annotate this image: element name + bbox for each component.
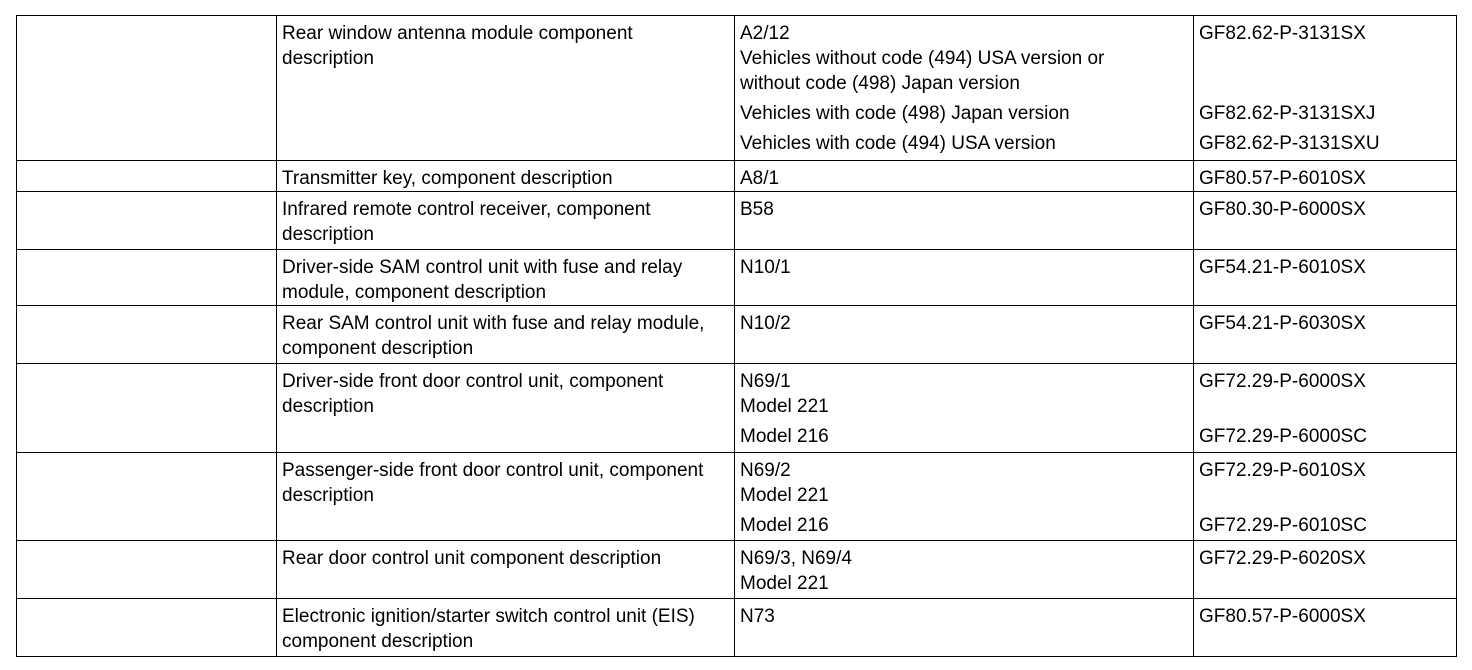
component-code: N10/2 xyxy=(740,313,791,334)
document-number: GF54.21-P-6010SX xyxy=(1199,257,1366,278)
document-cell xyxy=(1194,16,1457,161)
component-cell xyxy=(735,250,1194,306)
blank-cell xyxy=(17,192,277,250)
blank-cell xyxy=(17,250,277,306)
component-code: N69/3, N69/4 xyxy=(740,548,852,569)
table-row xyxy=(17,16,1457,161)
document-cell xyxy=(1194,599,1457,657)
document-number: GF80.57-P-6010SX xyxy=(1199,168,1366,189)
component-code: A2/12 xyxy=(740,23,790,44)
component-note: Model 221 xyxy=(740,485,829,506)
component-code: N69/1 xyxy=(740,371,791,392)
component-cell xyxy=(735,161,1194,192)
component-cell xyxy=(735,16,1194,161)
blank-cell xyxy=(17,16,277,161)
blank-cell xyxy=(17,541,277,599)
document-cell xyxy=(1194,161,1457,192)
blank-cell xyxy=(17,599,277,657)
blank-cell xyxy=(17,161,277,192)
description-cell: Rear SAM control unit with fuse and relay module, component description xyxy=(277,306,735,364)
table-row xyxy=(17,250,1457,306)
component-cell xyxy=(735,599,1194,657)
document-number: GF72.29-P-6000SC xyxy=(1199,426,1367,447)
description-cell: Electronic ignition/starter switch control unit (EIS) component description xyxy=(277,599,735,657)
document-number: GF72.29-P-6020SX xyxy=(1199,548,1366,569)
document-cell xyxy=(1194,453,1457,541)
component-code: N73 xyxy=(740,606,775,627)
table-row xyxy=(17,161,1457,192)
document-number: GF82.62-P-3131SX xyxy=(1199,23,1366,44)
document-cell xyxy=(1194,250,1457,306)
document-cell xyxy=(1194,306,1457,364)
component-code: N10/1 xyxy=(740,257,791,278)
component-note: Model 221 xyxy=(740,396,829,417)
description-cell: Rear window antenna module component description xyxy=(277,16,735,161)
document-number: GF82.62-P-3131SXJ xyxy=(1199,103,1376,124)
document-cell xyxy=(1194,541,1457,599)
table-row xyxy=(17,541,1457,599)
component-code: B58 xyxy=(740,199,774,220)
component-note: Model 216 xyxy=(740,426,829,447)
table-row xyxy=(17,364,1457,453)
document-number: GF54.21-P-6030SX xyxy=(1199,313,1366,334)
document-number: GF80.57-P-6000SX xyxy=(1199,606,1366,627)
description-cell: Transmitter key, component description xyxy=(277,161,735,192)
document-number: GF80.30-P-6000SX xyxy=(1199,199,1366,220)
document-cell xyxy=(1194,192,1457,250)
component-code: A8/1 xyxy=(740,168,780,189)
component-cell xyxy=(735,306,1194,364)
component-cell xyxy=(735,192,1194,250)
component-reference-table xyxy=(16,15,1457,657)
document-number: GF72.29-P-6000SX xyxy=(1199,371,1366,392)
component-note: Vehicles without code (494) USA version or xyxy=(740,48,1105,69)
document-number: GF72.29-P-6010SX xyxy=(1199,460,1366,481)
table-row xyxy=(17,453,1457,541)
description-cell: Driver-side front door control unit, component description xyxy=(277,364,735,453)
component-cell xyxy=(735,453,1194,541)
table-row xyxy=(17,192,1457,250)
component-note: without code (498) Japan version xyxy=(740,73,1020,94)
document-number: GF72.29-P-6010SC xyxy=(1199,515,1367,536)
document-number: GF82.62-P-3131SXU xyxy=(1199,133,1380,154)
document-cell xyxy=(1194,364,1457,453)
component-note: Model 216 xyxy=(740,515,829,536)
blank-cell xyxy=(17,306,277,364)
table-row xyxy=(17,599,1457,657)
component-note: Vehicles with code (498) Japan version xyxy=(740,103,1070,124)
blank-cell xyxy=(17,364,277,453)
description-cell: Infrared remote control receiver, component description xyxy=(277,192,735,250)
component-cell xyxy=(735,541,1194,599)
component-code: N69/2 xyxy=(740,460,791,481)
component-note: Model 221 xyxy=(740,573,829,594)
blank-cell xyxy=(17,453,277,541)
description-cell: Driver-side SAM control unit with fuse and relay module, component description xyxy=(277,250,735,306)
description-cell: Passenger-side front door control unit, component description xyxy=(277,453,735,541)
component-cell xyxy=(735,364,1194,453)
table-row xyxy=(17,306,1457,364)
component-note: Vehicles with code (494) USA version xyxy=(740,133,1056,154)
description-cell: Rear door control unit component description xyxy=(277,541,735,599)
